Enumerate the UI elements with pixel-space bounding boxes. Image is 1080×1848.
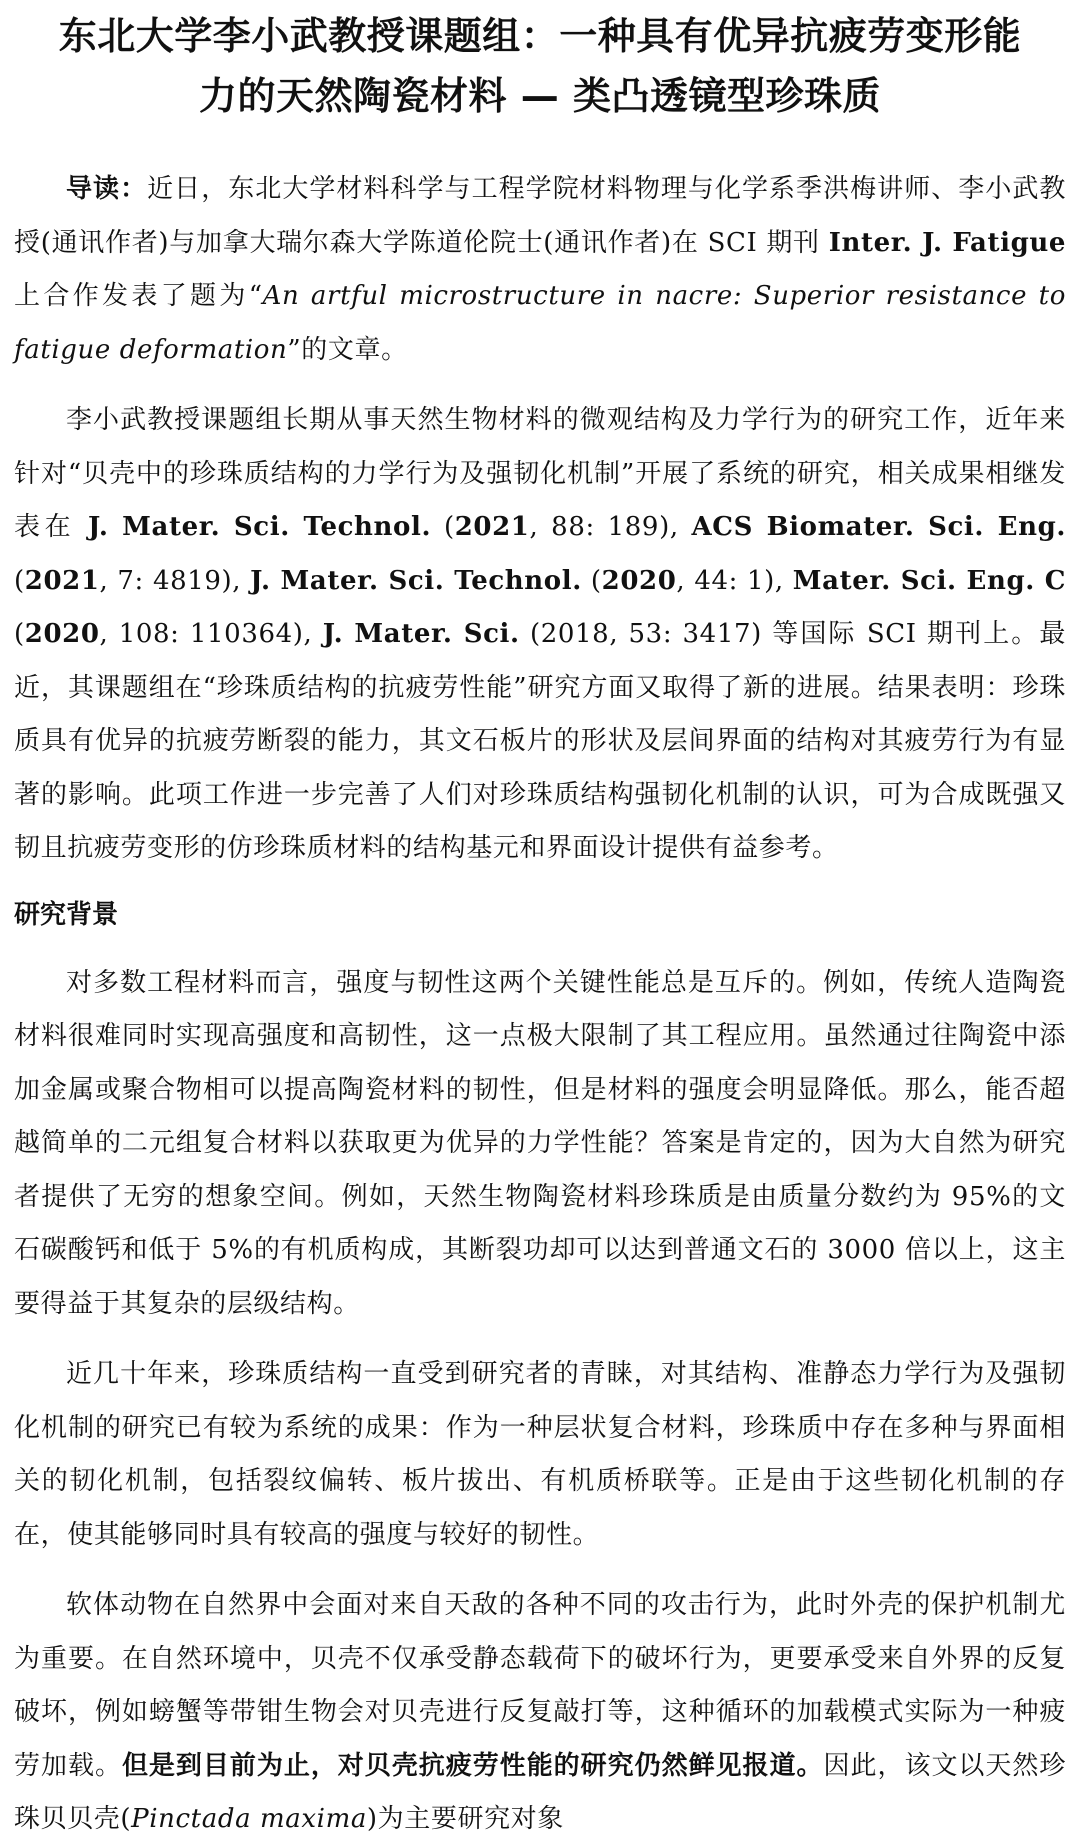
title-line-2: 力的天然陶瓷材料 — 类凸透镜型珍珠质 xyxy=(199,74,881,118)
reference-journal-1: J. Mater. Sci. Technol. xyxy=(88,512,432,542)
para5-text-2: 因此，该文以天然珍珠贝贝壳( xyxy=(14,1750,1066,1834)
reference-rest-2: , 7: 4819), xyxy=(99,565,251,596)
reference-rest-4: , 108: 110364), xyxy=(99,619,323,649)
reference-journal-5: J. Mater. Sci. xyxy=(322,619,520,649)
reference-year-4: 2020 xyxy=(24,619,100,649)
reference-year-2: 2021 xyxy=(24,565,100,596)
lead-journal: Inter. J. Fatigue xyxy=(828,227,1066,258)
background-paragraph-1: 对多数工程材料而言，强度与韧性这两个关键性能总是互斥的。例如，传统人造陶瓷材料很难同时实现高强度和高韧性，这一点极大限制了其工程应用。虽然通过往陶瓷中添加金属或聚合物相可以提高陶瓷材料的韧性，但是材料的强度会明显降低。那么，能否超越简单的二元组复合材料以获取更为优异的力学性能？答案是肯定的，因为大自然为研究者提供了无穷的想象空间。例如，天然生物陶瓷材料珍珠质是由质量分数约为 95%的文石碳酸钙和低于 5%的有机质构成，其断裂功却可以达到普通文石的 3000 倍以上，这主要得益于其复杂的层级结构。 xyxy=(14,967,1066,1319)
para2-sentence-1: 李小武教授课题组长期从事天然生物材料的微观结构及力学行为的研究工作，近年来针对“贝壳中的珍珠质结构的力学行为及强韧化机制”开展了系统的研究，相关成果相继发表在 xyxy=(14,405,1066,542)
para5-text-1: 软体动物在自然界中会面对来自天敌的各种不同的攻击行为，此时外壳的保护机制尤为重要。在自然环境中，贝壳不仅承受静态载荷下的破坏行为，更要承受来自外界的反复破坏，例如螃蟹等带钳生物会对贝壳进行反复敲打等，这种循环的加载模式实际为一种疲劳加载。 xyxy=(14,1590,1066,1781)
para5-text-3: )为主要研究对象 xyxy=(366,1804,564,1834)
lead-text-3: ”的文章。 xyxy=(287,334,408,365)
lead-text-2: 上合作发表了题为“ xyxy=(14,281,263,311)
lead-article-title: An artful microstructure in nacre: Superior resistance to fatigue deformation xyxy=(14,281,1066,365)
section-heading-background: 研究背景 xyxy=(14,899,119,930)
article-title xyxy=(14,6,1066,126)
reference-rest-1: , 88: 189), xyxy=(529,512,692,542)
reference-open-4: ( xyxy=(14,619,25,649)
reference-journal-4: Mater. Sci. Eng. C xyxy=(792,565,1066,596)
article xyxy=(14,0,1066,1847)
para2-sentence-2: 等国际 SCI 期刊上。最近，其课题组在“珍珠质结构的抗疲劳性能”研究方面又取得了新的进展。结果表明：珍珠质具有优异的抗疲劳断裂的能力，其文石板片的形状及层间界面的结构对其疲劳行为有显著的影响。此项工作进一步完善了人们对珍珠质结构强韧化机制的认识，可为合成既强又韧且抗疲劳变形的仿珍珠质材料的结构基元和界面设计提供有益参考。 xyxy=(14,619,1066,863)
title-line-1: 东北大学李小武教授课题组：一种具有优异抗疲劳变形能 xyxy=(58,14,1022,58)
reference-journal-2: ACS Biomater. Sci. Eng. xyxy=(691,512,1067,542)
reference-open-3: ( xyxy=(581,565,602,596)
background-paragraph-2: 近几十年来，珍珠质结构一直受到研究者的青睐，对其结构、准静态力学行为及强韧化机制的研究已有较为系统的成果：作为一种层状复合材料，珍珠质中存在多种与界面相关的韧化机制，包括裂纹偏转、板片拔出、有机质桥联等。正是由于这些韧化机制的存在，使其能够同时具有较高的强度与较好的韧性。 xyxy=(14,1359,1066,1550)
lead-text-1: 近日，东北大学材料科学与工程学院材料物理与化学系季洪梅讲师、李小武教授(通讯作者)与加拿大瑞尔森大学陈道伦院士(通讯作者)在 SCI 期刊 xyxy=(14,174,1066,258)
lead-paragraph xyxy=(14,163,1066,377)
species-name: Pinctada maxima xyxy=(131,1804,367,1834)
research-group-paragraph xyxy=(14,394,1066,876)
reference-journal-3: J. Mater. Sci. Technol. xyxy=(250,565,582,596)
reference-open-1: ( xyxy=(431,512,455,542)
lead-label: 导读： xyxy=(66,174,148,204)
para5-bold-statement: 但是到目前为止，对贝壳抗疲劳性能的研究仍然鲜见报道。 xyxy=(121,1750,824,1781)
reference-year-3: 2020 xyxy=(601,565,677,596)
reference-rest-5: (2018, 53: 3417) xyxy=(519,619,762,649)
background-paragraph-3 xyxy=(14,1579,1066,1847)
reference-rest-3: , 44: 1), xyxy=(676,565,793,596)
reference-open-2: ( xyxy=(14,565,25,596)
reference-year-1: 2021 xyxy=(454,512,530,542)
